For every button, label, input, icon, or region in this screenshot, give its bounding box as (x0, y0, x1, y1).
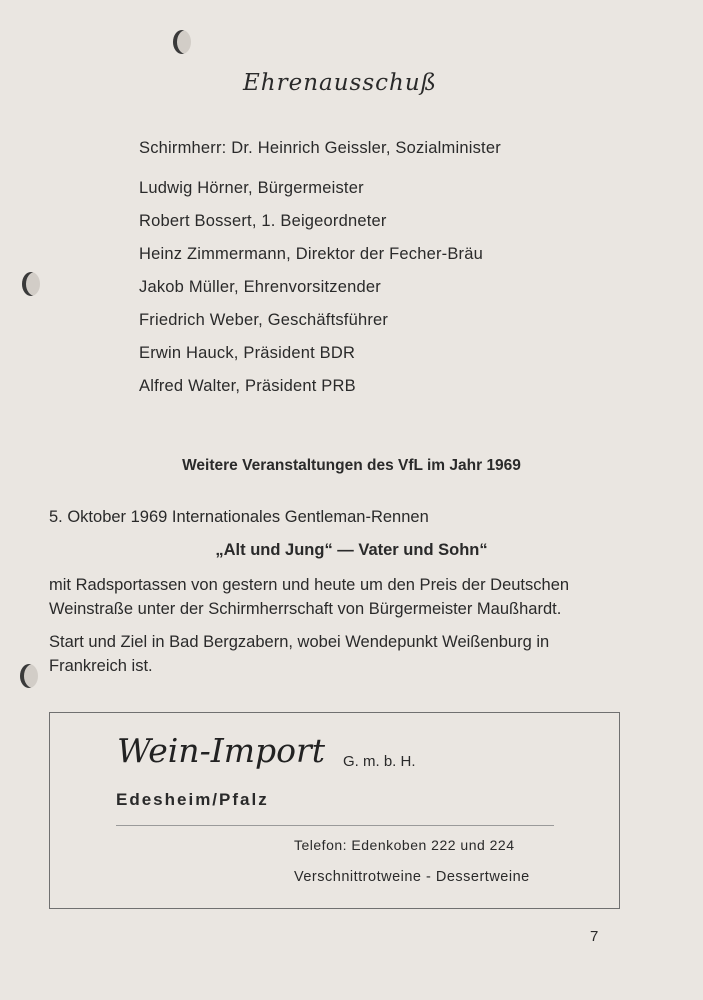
company-phone: Telefon: Edenkoben 222 und 224 (294, 837, 515, 853)
company-location: Edesheim/Pfalz (116, 790, 269, 809)
event-date-line: 5. Oktober 1969 Internationales Gentleman-Rennen (49, 508, 429, 526)
section-heading: Ehrenausschuß (243, 70, 438, 96)
event-subtitle: „Alt und Jung“ — Vater und Sohn“ (215, 541, 488, 559)
committee-member: Ludwig Hörner, Bürgermeister (139, 179, 364, 197)
event-paragraph: mit Radsportassen von gestern und heute um den Preis der Deutschen Weinstraße unter der Schirmherrschaft von Bürgermeister Maußhardt. (49, 576, 570, 618)
company-logo-name: Wein-Import (117, 731, 326, 770)
page-number: 7 (590, 928, 599, 945)
divider (116, 825, 554, 826)
company-legal-form: G. m. b. H. (343, 753, 416, 770)
patron-line: Schirmherr: Dr. Heinrich Geissler, Sozialminister (139, 139, 501, 157)
punch-hole (22, 272, 40, 296)
committee-list (139, 178, 483, 409)
event-description (49, 573, 629, 687)
committee-member: Jakob Müller, Ehrenvorsitzender (139, 278, 381, 296)
punch-hole (20, 664, 38, 688)
committee-member: Erwin Hauck, Präsident BDR (139, 344, 356, 362)
committee-member: Heinz Zimmermann, Direktor der Fecher-Bräu (139, 245, 483, 263)
committee-member: Alfred Walter, Präsident PRB (139, 377, 356, 395)
punch-hole (173, 30, 191, 54)
events-title: Weitere Veranstaltungen des VfL im Jahr 1969 (182, 457, 521, 474)
committee-member: Friedrich Weber, Geschäftsführer (139, 311, 389, 329)
advertisement-box (49, 712, 620, 909)
event-paragraph: Start und Ziel in Bad Bergzabern, wobei Wendepunkt Weißenburg in Frankreich ist. (49, 633, 550, 675)
company-products: Verschnittrotweine - Dessertweine (294, 869, 530, 885)
committee-member: Robert Bossert, 1. Beigeordneter (139, 212, 387, 230)
